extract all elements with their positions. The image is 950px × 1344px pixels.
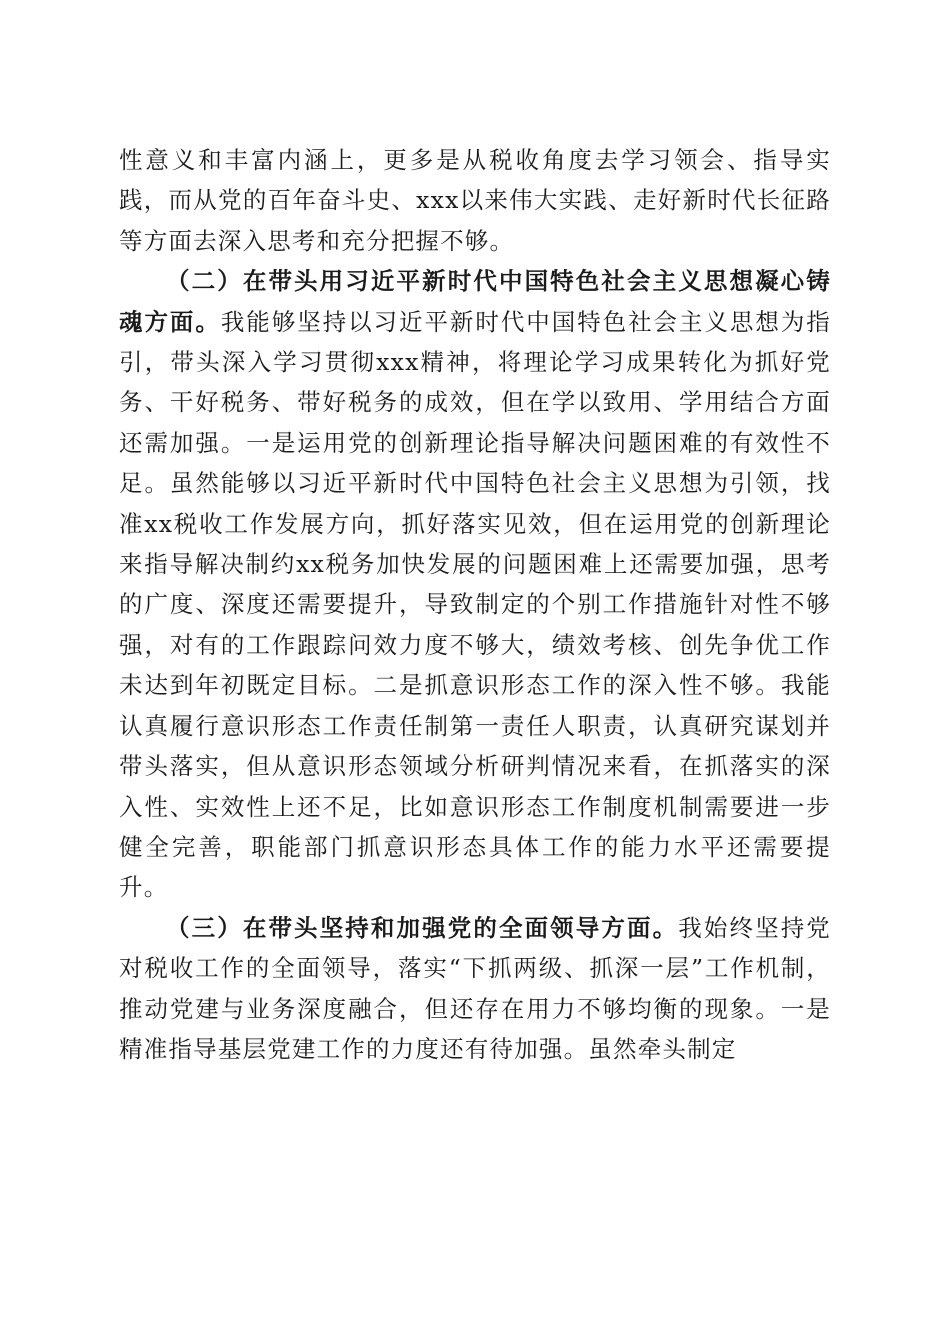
paragraph-body: 我始终坚持党对税收工作的全面领导，落实“下抓两级、抓深一层”工作机制，推动党建与业务深度融合，但还存在用力不够均衡的现象。一是精准指导基层党建工作的力度还有待加强。虽然牵头制定 — [119, 913, 832, 1063]
paragraph-section-3 — [119, 908, 831, 1070]
section-heading: （二）在带头用习近平新时代中国特色社会主义思想凝心铸魂方面。 — [119, 267, 831, 336]
document-page — [119, 140, 831, 1069]
paragraph-section-2 — [119, 261, 831, 908]
paragraph-continuation — [119, 140, 831, 261]
section-heading: （三）在带头坚持和加强党的全面领导方面。 — [166, 913, 679, 942]
paragraph-body: 我能够坚持以习近平新时代中国特色社会主义思想为指引，带头深入学习贯彻xxx精神，将理论学习成果转化为抓好党务、干好税务、带好税务的成效，但在学以致用、学用结合方面还需加强。一是运用党的创新理论指导解决问题困难的有效性不足。虽然能够以习近平新时代中国特色社会主义思想为引领，找准xx税收工作发展方向，抓好落实见效，但在运用党的创新理论来指导解决制约xx税务加快发展的问题困难上还需要加强，思考的广度、深度还需要提升，导致制定的个别工作措施针对性不够强，对有的工作跟踪问效力度不够大，绩效考核、创先争优工作未达到年初既定目标。二是抓意识形态工作的深入性不够。我能认真履行意识形态工作责任制第一责任人职责，认真研究谋划并带头落实，但从意识形态领域分析研判情况来看，在抓落实的深入性、实效性上还不足，比如意识形态工作制度机制需要进一步健全完善，职能部门抓意识形态具体工作的能力水平还需要提升。 — [119, 307, 831, 902]
paragraph-body: 性意义和丰富内涵上，更多是从税收角度去学习领会、指导实践，而从党的百年奋斗史、xxx以来伟大实践、走好新时代长征路等方面去深入思考和充分把握不够。 — [119, 146, 831, 255]
